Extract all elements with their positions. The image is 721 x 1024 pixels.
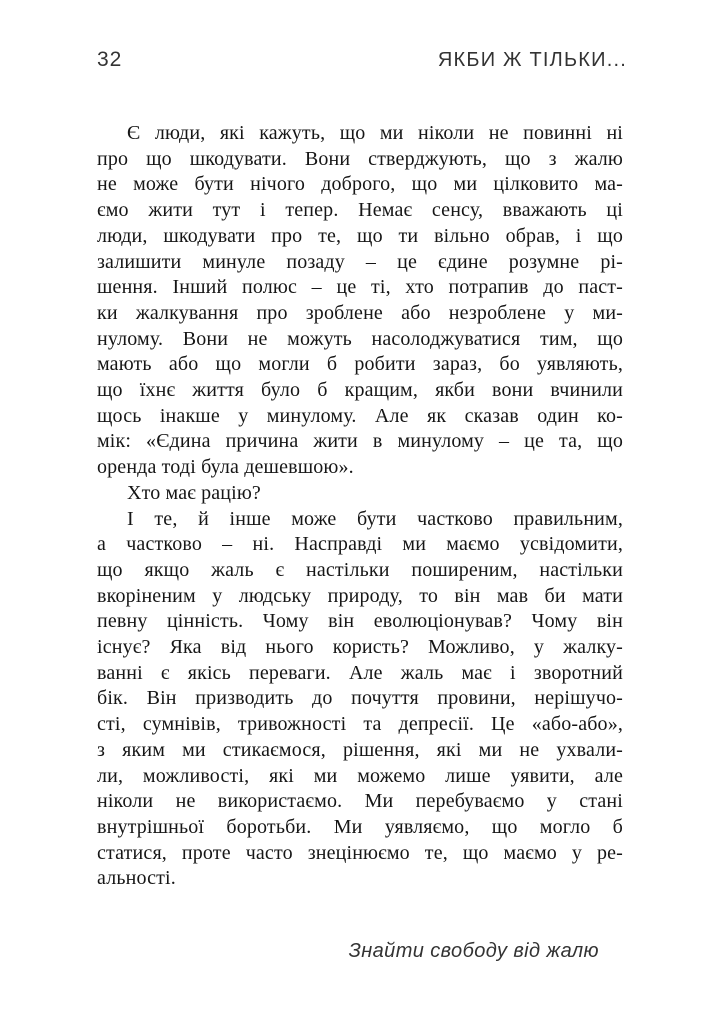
body-line: а частково – ні. Насправді ми маємо усвідомити, xyxy=(97,533,623,556)
body-text xyxy=(97,121,623,892)
body-line: існує? Яка від нього користь? Можливо, у жалку- xyxy=(97,636,623,659)
body-line: Є люди, які кажуть, що ми ніколи не повинні ні xyxy=(127,122,623,144)
running-title: ЯКБИ Ж ТІЛЬКИ... xyxy=(437,49,627,71)
body-line: альності. xyxy=(97,867,176,890)
footer-chapter-title: Знайти свободу від жалю xyxy=(348,940,599,962)
body-line: внутрішньої боротьби. Ми уявляємо, що могло б xyxy=(97,815,623,838)
running-head xyxy=(97,49,627,71)
body-line: певну цінність. Чому він еволюціонував? Чому він xyxy=(97,610,623,633)
body-line: бік. Він призводить до почуття провини, нерішучо- xyxy=(97,687,623,710)
body-line: нулому. Вони не можуть насолоджуватися тим, що xyxy=(97,327,623,350)
body-line: що їхнє життя було б кращим, якби вони вчинили xyxy=(97,379,623,402)
body-line: ємо жити тут і тепер. Немає сенсу, вважають ці xyxy=(97,199,623,222)
body-line: сті, сумнівів, тривожності та депресії. Це «або-або», xyxy=(97,713,623,736)
body-line: вкоріненим у людську природу, то він мав би мати xyxy=(97,584,623,607)
body-line: ли, можливості, які ми можемо лише уявити, але xyxy=(97,764,623,787)
body-line: І те, й інше може бути частково правильним, xyxy=(127,507,623,530)
body-line: оренда тоді була дешевшою». xyxy=(97,456,354,479)
body-line: про що шкодувати. Вони стверджують, що з жалю xyxy=(97,147,623,170)
body-line: люди, шкодувати про те, що ти вільно обрав, і що xyxy=(97,224,623,247)
page-number: 32 xyxy=(97,48,123,71)
body-line: не може бути нічого доброго, що ми цілковито ма- xyxy=(97,173,623,196)
body-line: ніколи не використаємо. Ми перебуваємо у стані xyxy=(97,790,623,813)
body-line: мають або що могли б робити зараз, бо уявляють, xyxy=(97,353,623,376)
body-line: мік: «Єдина причина жити в минулому – це та, що xyxy=(97,430,623,453)
body-line: щось інакше у минулому. Але як сказав один ко- xyxy=(97,404,623,427)
body-line: ванні є якісь переваги. Але жаль має і зворотний xyxy=(97,661,623,684)
body-line: з яким ми стикаємося, рішення, які ми не ухвали- xyxy=(97,738,623,761)
body-line: шення. Інший полюс – це ті, хто потрапив до паст- xyxy=(97,276,623,299)
body-line: статися, проте часто знецінюємо те, що маємо у ре- xyxy=(97,841,623,864)
body-line: залишити минуле позаду – це єдине розумне рі- xyxy=(97,250,623,273)
body-line: ки жалкування про зроблене або незроблене у ми- xyxy=(97,301,623,324)
body-line: Хто має рацію? xyxy=(127,481,261,504)
body-line: що якщо жаль є настільки поширеним, настільки xyxy=(97,558,623,581)
